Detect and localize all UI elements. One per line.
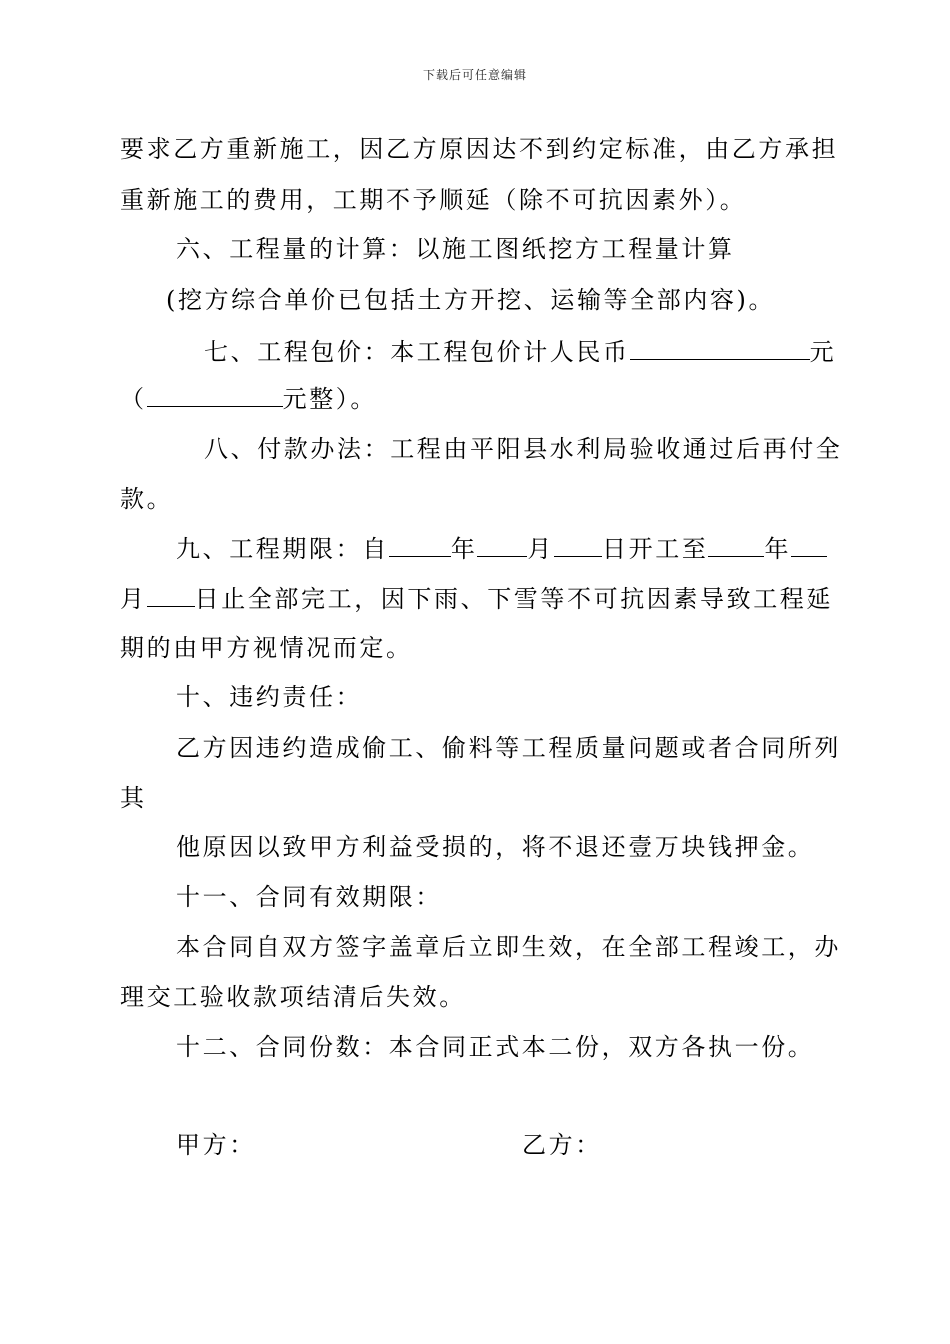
paragraph-line: 理交工验收款项结清后失效。 [120, 983, 466, 1011]
paragraph-line [120, 584, 833, 614]
end-day-blank [147, 584, 195, 607]
currency-unit: 元 [809, 338, 837, 366]
paragraph-line: (挖方综合单价已包括土方开挖、运输等全部内容)。 [166, 286, 776, 314]
open-paren: （ [120, 385, 147, 413]
start-year-blank [389, 534, 451, 557]
start-day-blank [554, 534, 602, 557]
section-12-heading: 十二、合同份数：本合同正式本二份，双方各执一份。 [176, 1033, 815, 1061]
page-header: 下载后可任意编辑 [422, 68, 527, 82]
year-label: 年 [764, 535, 792, 563]
section-11-heading: 十一、合同有效期限： [176, 883, 442, 911]
paragraph-line: 重新施工的费用，工期不予顺延（除不可抗因素外）。 [120, 186, 747, 214]
amount-words-blank [147, 384, 283, 407]
party-b-signature: 乙方： [522, 1131, 602, 1159]
end-year-blank [708, 534, 764, 557]
section-8-heading: 八、付款办法：工程由平阳县水利局验收通过后再付全 [204, 435, 843, 463]
amount-in-words-line [120, 384, 377, 414]
amount-suffix: 元整）。 [282, 385, 378, 413]
month-label: 月 [527, 535, 555, 563]
party-a-signature: 甲方： [176, 1131, 256, 1159]
month-label: 月 [120, 585, 147, 613]
end-month-blank [791, 534, 827, 557]
completion-text: 日止全部完工，因下雨、下雪等不可抗因素导致工程延 [194, 585, 834, 613]
section-9-label: 九、工程期限：自 [176, 535, 389, 563]
year-label: 年 [450, 535, 478, 563]
section-9-line [176, 534, 827, 564]
paragraph-line: 要求乙方重新施工，因乙方原因达不到约定标准，由乙方承担 [120, 135, 839, 163]
paragraph-line: 款。 [120, 485, 174, 513]
section-10-heading: 十、违约责任： [176, 683, 363, 711]
start-month-blank [477, 534, 527, 557]
paragraph-line: 期的由甲方视情况而定。 [120, 634, 413, 662]
start-label: 日开工至 [602, 535, 709, 563]
section-7-line [204, 337, 836, 367]
paragraph-line: 其 [120, 784, 147, 812]
section-6-heading: 六、工程量的计算：以施工图纸挖方工程量计算 [176, 235, 735, 263]
section-7-label: 七、工程包价：本工程包价计人民币 [204, 338, 630, 366]
paragraph-line: 本合同自双方签字盖章后立即生效，在全部工程竣工，办 [176, 933, 841, 961]
amount-blank [630, 337, 810, 360]
paragraph-line: 他原因以致甲方利益受损的，将不退还壹万块钱押金。 [176, 833, 815, 861]
paragraph-line: 乙方因违约造成偷工、偷料等工程质量问题或者合同所列 [176, 734, 841, 762]
